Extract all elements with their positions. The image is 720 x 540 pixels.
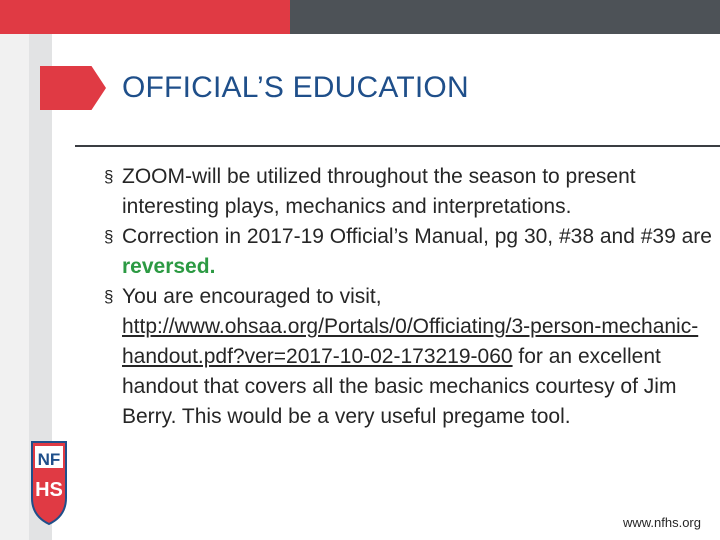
bullet-text-intro: You are encouraged to visit, bbox=[122, 285, 382, 308]
footer-website: www.nfhs.org bbox=[622, 515, 701, 530]
bullet-item-zoom bbox=[104, 162, 714, 222]
bullet-marker: § bbox=[104, 167, 114, 186]
nfhs-logo-icon bbox=[30, 440, 68, 526]
title-arrow-tab bbox=[40, 66, 106, 110]
bullet-text bbox=[122, 282, 714, 432]
top-accent-bar bbox=[0, 0, 290, 34]
left-margin-strip bbox=[0, 34, 29, 540]
bullet-text-tail: for an excellent handout that covers all the basic mechanics courtesy of Jim Berry. This would be a very useful pregame tool. bbox=[122, 345, 677, 428]
bullet-marker: § bbox=[104, 227, 114, 246]
bullet-marker: § bbox=[104, 287, 114, 306]
bullet-text-main: Correction in 2017-19 Official’s Manual, pg 30, #38 and #39 are bbox=[122, 225, 712, 248]
bullet-text bbox=[122, 222, 714, 282]
bullet-list bbox=[104, 162, 714, 432]
logo-text-top: NF bbox=[37, 450, 61, 469]
bullet-text: ZOOM-will be utilized throughout the season to present interesting plays, mechanics and interpretations. bbox=[122, 165, 636, 218]
logo-text-bottom: HS bbox=[35, 479, 63, 501]
top-dark-bar bbox=[290, 0, 720, 34]
bullet-item-correction bbox=[104, 222, 714, 282]
handout-link[interactable]: http://www.ohsaa.org/Portals/0/Officiating/3-person-mechanic-handout.pdf?ver=2017-10-02-173219-060 bbox=[122, 315, 699, 368]
bullet-item-visit bbox=[104, 282, 714, 432]
title-divider bbox=[75, 145, 720, 147]
highlight-reversed: reversed. bbox=[122, 255, 216, 278]
page-title: OFFICIAL’S EDUCATION bbox=[122, 71, 469, 104]
